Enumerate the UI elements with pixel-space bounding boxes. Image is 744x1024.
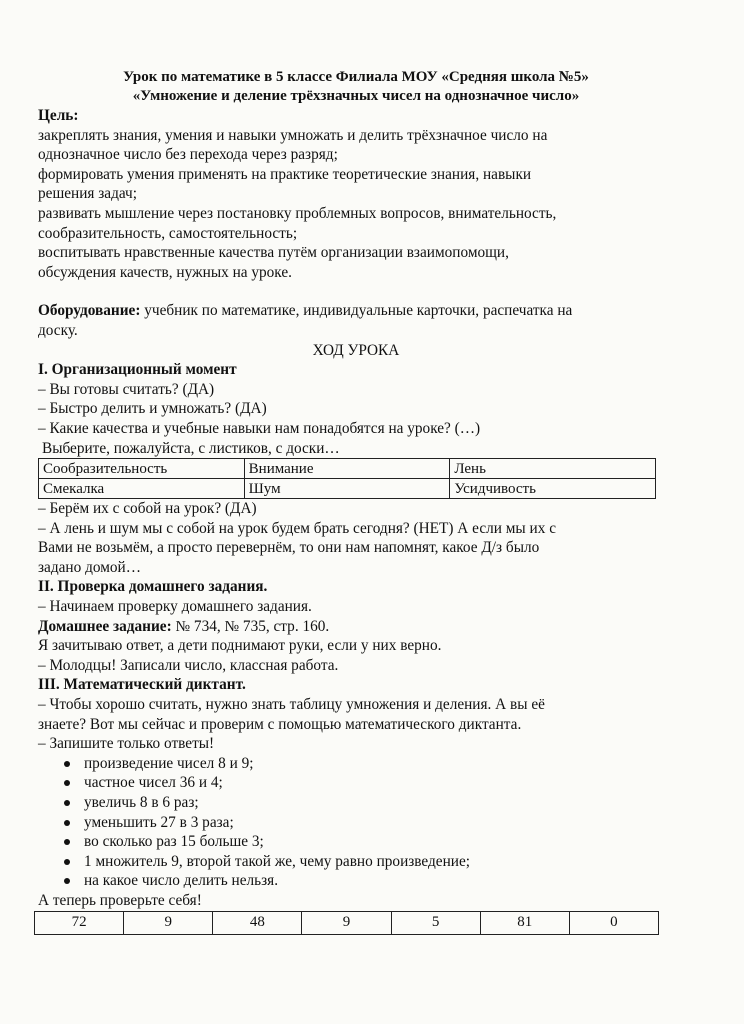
answer-cell: 9 [124,911,213,934]
dialog-line: – Чтобы хорошо считать, нужно знать таблицу умножения и деления. А вы её [38,696,545,714]
goal-line: формировать умения применять на практике теоретические знания, навыки [38,165,532,183]
self-check-line: А теперь проверьте себя! [38,891,202,909]
dialog-line: – Берём их с собой на урок? (ДА) [38,500,257,518]
answer-cell: 9 [302,911,391,934]
choose-instruction: Выберите, пожалуйста, с листиков, с доски… [42,439,340,457]
dialog-line: задано домой… [38,558,142,576]
spacer [38,282,674,301]
table-cell: Лень [450,459,656,479]
qualities-table [38,458,656,499]
section3-heading: III. Математический диктант. [38,676,246,694]
dialog-line: – Быстро делить и умножать? (ДА) [38,400,267,418]
answer-cell: 72 [35,911,124,934]
dictation-task-list [38,754,674,891]
goal-line: воспитывать нравственные качества путём организации взаимопомощи, [38,244,509,262]
answer-cell: 5 [391,911,480,934]
list-item: частное чисел 36 и 4; [84,773,674,793]
table-cell: Шум [244,479,450,499]
document-content [38,68,674,935]
list-item: на какое число делить нельзя. [84,871,674,891]
section2-heading: II. Проверка домашнего задания. [38,578,268,596]
equipment-label: Оборудование: [38,302,141,320]
list-item: уменьшить 27 в 3 раза; [84,813,674,833]
list-item: во сколько раз 15 больше 3; [84,832,674,852]
lesson-progress-heading: ХОД УРОКА [312,341,400,359]
dialog-line: Вами не возьмём, а просто перевернём, то они нам напомнят, какое Д/з было [38,539,540,557]
goal-line: решения задач; [38,185,137,203]
dialog-line: знаете? Вот мы сейчас и проверим с помощью математического диктанта. [38,715,522,733]
goal-line: закреплять знания, умения и навыки умножать и делить трёхзначное число на [38,126,548,144]
lesson-title-line2: «Умножение и деление трёхзначных чисел на однозначное число» [132,88,580,104]
equipment-value: учебник по математике, индивидуальные карточки, распечатка на [140,302,573,320]
dialog-line: – Молодцы! Записали число, классная работа. [38,656,339,674]
lesson-title-line1: Урок по математике в 5 классе Филиала МОУ «Средняя школа №5» [123,69,589,85]
answer-cell: 48 [213,911,302,934]
table-row [35,911,659,934]
dialog-line: – Запишите только ответы! [38,735,215,753]
table-row [39,459,656,479]
goal-heading: Цель: [38,107,79,124]
equipment-paragraph [38,301,674,321]
homework-value: № 734, № 735, стр. 160. [171,617,330,635]
section1-heading: I. Организационный момент [38,361,237,379]
goal-line: сообразительность, самостоятельность; [38,224,298,242]
goal-line: однозначное число без перехода через разряд; [38,146,338,164]
answer-cell: 81 [480,911,569,934]
table-cell: Смекалка [39,479,245,499]
table-cell: Сообразительность [39,459,245,479]
goal-line: развивать мышление через постановку проблемных вопросов, внимательность, [38,204,557,222]
list-item: увеличь 8 в 6 раз; [84,793,674,813]
answer-cell: 0 [569,911,658,934]
dialog-line: – А лень и шум мы с собой на урок будем брать сегодня? (НЕТ) А если мы их с [38,519,556,537]
table-cell: Внимание [244,459,450,479]
homework-label: Домашнее задание: [38,617,172,635]
homework-paragraph [38,617,674,637]
equipment-continuation: доску. [38,321,78,339]
goal-line: обсуждения качеств, нужных на уроке. [38,263,292,281]
dialog-line: – Какие качества и учебные навыки нам понадобятся на уроке? (…) [38,419,481,437]
dialog-line: – Начинаем проверку домашнего задания. [38,598,312,616]
table-cell: Усидчивость [450,479,656,499]
table-row [39,479,656,499]
dialog-line: – Вы готовы считать? (ДА) [38,380,215,398]
list-item: произведение чисел 8 и 9; [84,754,674,774]
list-item: 1 множитель 9, второй такой же, чему равно произведение; [84,852,674,872]
answers-table [34,911,659,935]
dialog-line: Я зачитываю ответ, а дети поднимают руки, если у них верно. [38,637,442,655]
